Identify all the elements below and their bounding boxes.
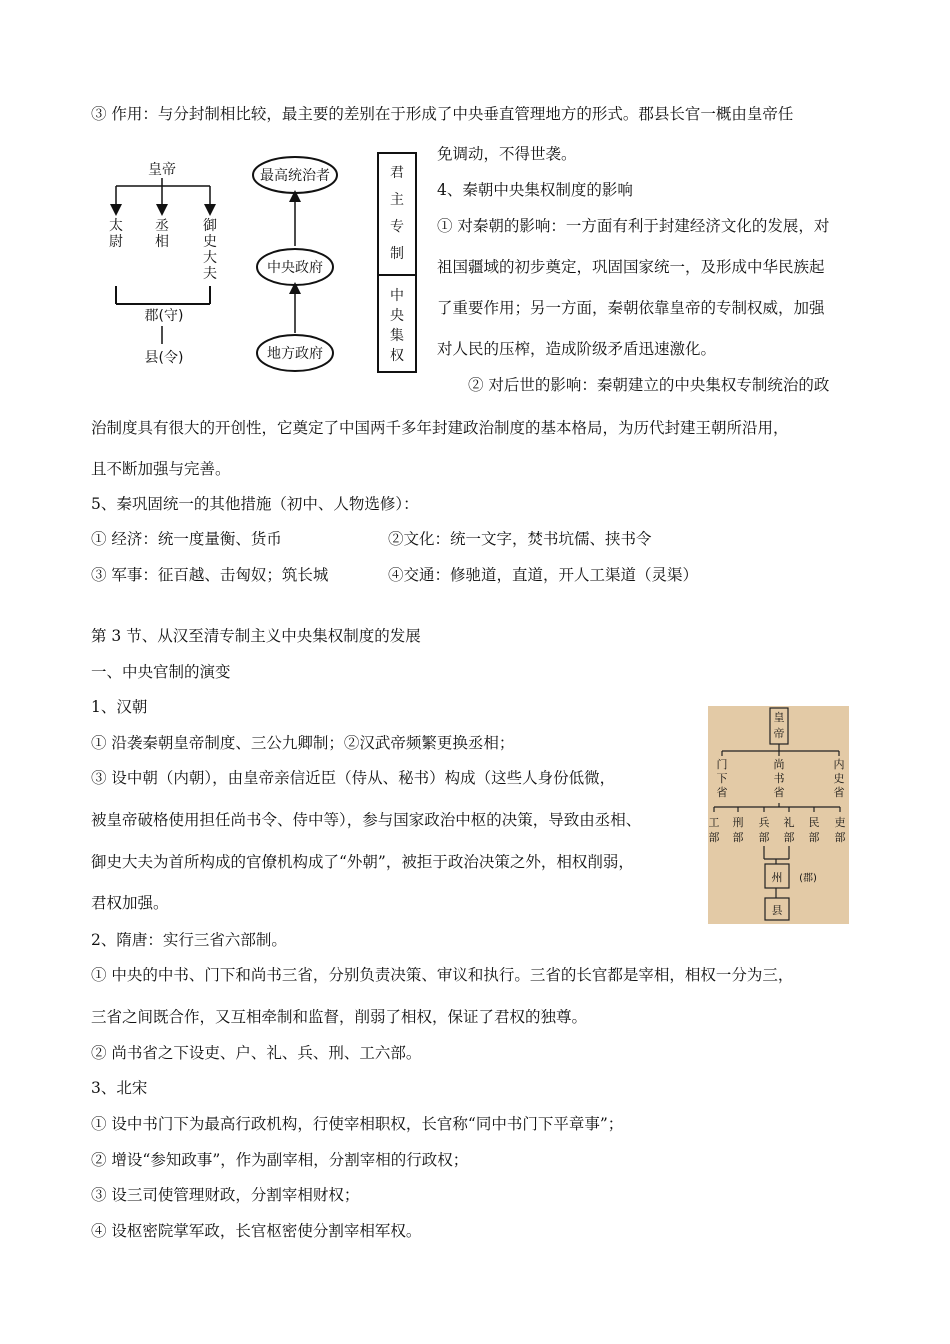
text-line: 治制度具有很大的开创性，它奠定了中国两千多年封建政治制度的基本格局，为历代封建王朝所沿用，	[91, 419, 789, 437]
text-line: 且不断加强与完善。	[91, 460, 231, 478]
section-heading: 一、中央官制的演变	[91, 663, 231, 681]
text-line: ④交通：修驰道，直道，开人工渠道（灵渠）	[388, 566, 699, 584]
menxia-sheng-label: 门下省	[716, 758, 728, 799]
text-line: ① 经济：统一度量衡、货币	[91, 530, 282, 548]
text-line: 免调动，不得世袭。	[437, 145, 577, 163]
tang-emperor-label: 皇帝	[773, 711, 785, 740]
ministry-bing: 兵部	[758, 816, 770, 844]
ministry-xing: 刑部	[732, 816, 744, 844]
text-line: 君权加强。	[91, 894, 169, 912]
autocracy-label: 君主专制	[390, 165, 404, 262]
official-yushidafu: 御史大夫	[203, 218, 217, 282]
text-line: ②文化：统一文字，焚书坑儒、挟书令	[388, 530, 652, 548]
centralization-label: 中央集权	[390, 288, 404, 364]
ruler-label: 最高统治者	[260, 168, 330, 184]
text-line: ③ 军事：征百越、击匈奴；筑长城	[91, 566, 329, 584]
central-gov-label: 中央政府	[267, 260, 323, 276]
local-gov-label: 地方政府	[267, 346, 323, 362]
zhou-label: 州	[771, 871, 783, 884]
text-line: ② 对后世的影响：秦朝建立的中央集权专制统治的政	[468, 376, 830, 394]
text-line: ① 设中书门下为最高行政机构，行使宰相职权，长官称“同中书门下平章事”；	[91, 1115, 624, 1133]
text-line: 祖国疆域的初步奠定，巩固国家统一，及形成中华民族起	[437, 258, 825, 276]
official-chengxiang: 丞相	[155, 218, 169, 250]
text-line: 御史大夫为首所构成的官僚机构成了“外朝”，被拒于政治决策之外，相权削弱，	[91, 853, 634, 871]
text-line: ① 中央的中书、门下和尚书三省，分别负责决策、审议和执行。三省的长官都是宰相，相权一分为三，	[91, 966, 794, 984]
text-line: ③ 设三司使管理财政，分割宰相财权；	[91, 1186, 360, 1204]
three-provinces-six-ministries-diagram	[708, 706, 849, 924]
qin-emperor-label: 皇帝	[148, 162, 176, 178]
text-line: 被皇帝破格使用担任尚书令、侍中等），参与国家政治中枢的决策，导致由丞相、	[91, 811, 642, 829]
section-heading: 5、秦巩固统一的其他措施（初中、人物选修）：	[91, 495, 419, 513]
ministry-min: 民部	[808, 816, 820, 844]
ministry-li: 礼部	[783, 816, 795, 844]
qin-hierarchy-diagram	[100, 158, 225, 370]
text-line: 对人民的压榨，造成阶级矛盾迅速激化。	[437, 340, 717, 358]
text-line: ① 沿袭秦朝皇帝制度、三公九卿制；②汉武帝频繁更换丞相；	[91, 734, 515, 752]
neishi-sheng-label: 内史省	[833, 758, 845, 799]
section-heading: 4、秦朝中央集权制度的影响	[437, 181, 633, 199]
text-line: ① 对秦朝的影响：一方面有利于封建经济文化的发展，对	[437, 217, 830, 235]
section-heading: 1、汉朝	[91, 698, 148, 716]
ministry-li-official: 吏部	[834, 816, 846, 844]
xian-label: 县	[771, 904, 783, 917]
power-flow-diagram	[248, 150, 418, 380]
section-heading: 第 3 节、从汉至清专制主义中央集权制度的发展	[91, 627, 421, 645]
text-line: ③ 作用：与分封制相比较，最主要的差别在于形成了中央垂直管理地方的形式。郡县长官一概由皇帝任	[91, 105, 794, 123]
text-line: 三省之间既合作，又互相牵制和监督，削弱了相权，保证了君权的独尊。	[91, 1008, 588, 1026]
text-line: ④ 设枢密院掌军政，长官枢密使分割宰相军权。	[91, 1222, 422, 1240]
text-line: ② 尚书省之下设吏、户、礼、兵、刑、工六部。	[91, 1044, 422, 1062]
text-line: 了重要作用；另一方面，秦朝依靠皇帝的专制权威，加强	[437, 299, 825, 317]
jun-label: (郡)	[799, 873, 817, 884]
qin-xian-label: 县(令)	[144, 350, 184, 366]
section-heading: 2、隋唐：实行三省六部制。	[91, 931, 287, 949]
official-taiwei: 太尉	[109, 218, 123, 250]
qin-jun-label: 郡(守)	[144, 308, 184, 324]
text-line: ② 增设“参知政事”，作为副宰相，分割宰相的行政权；	[91, 1151, 469, 1169]
text-line: ③ 设中朝（内朝），由皇帝亲信近臣（侍从、秘书）构成（这些人身份低微，	[91, 769, 616, 787]
section-heading: 3、北宋	[91, 1079, 148, 1097]
shangshu-sheng-label: 尚书省	[773, 758, 785, 799]
ministry-gong: 工部	[708, 816, 720, 844]
